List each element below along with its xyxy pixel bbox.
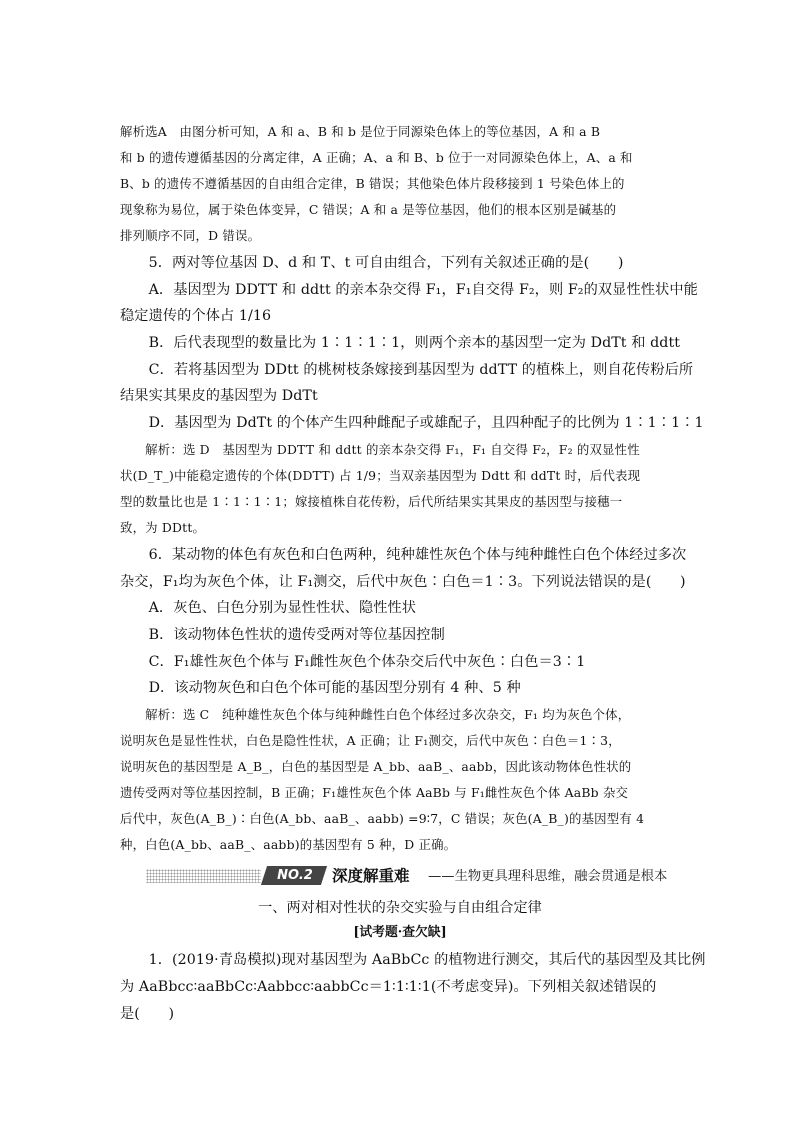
solution-line: 说明灰色的基因型是 A_B_，白色的基因型是 A_bb、aaB_、aabb，因此该动物体色性状的 bbox=[120, 759, 632, 774]
solution-line: 型的数量比也是 1∶1∶1∶1；嫁接植株自花传粉，后代所结果实其果皮的基因型与接穗一 bbox=[120, 494, 623, 509]
section-banner bbox=[146, 864, 686, 888]
option-b: B．该动物体色性状的遗传受两对等位基因控制 bbox=[120, 627, 445, 643]
text-line: B、b 的遗传不遵循基因的自由组合定律，B 错误；其他染色体片段移接到 1 号染色体上的 bbox=[120, 176, 625, 191]
option-c: C．若将基因型为 DDtt 的桃树枝条嫁接到基因型为 ddTT 的植株上，则自花传粉后所 bbox=[120, 362, 694, 378]
text-line: 排列顺序不同，D 错误。 bbox=[120, 228, 261, 243]
question-stem: 5．两对等位基因 D、d 和 T、t 可自由组合，下列有关叙述正确的是( ) bbox=[120, 255, 624, 271]
option-c: C．F₁雄性灰色个体与 F₁雌性灰色个体杂交后代中灰色∶白色＝3∶1 bbox=[120, 654, 586, 670]
option-a-cont: 稳定遗传的个体占 1/16 bbox=[120, 308, 272, 324]
question-stem-cont: 为 AaBbcc∶aaBbCc∶Aabbcc∶aabbCc＝1∶1∶1∶1(不考虑变异)。下列相关叙述错误的 bbox=[120, 979, 657, 995]
topic-tag: [试考题·查欠缺] bbox=[353, 925, 447, 940]
solution-line: 遗传受两对等位基因控制，B 正确；F₁雄性灰色个体 AaBb 与 F₁雌性灰色个体 AaBb 杂交 bbox=[120, 785, 629, 800]
section-subtitle: ——生物更具理科思维，融会贯通是根本 bbox=[428, 869, 668, 884]
question-stem: 6．某动物的体色有灰色和白色两种，纯种雄性灰色个体与纯种雌性白色个体经过多次 bbox=[120, 547, 687, 563]
dotted-pattern bbox=[146, 869, 261, 883]
text-line: 解析选A 由图分析可知，A 和 a、B 和 b 是位于同源染色体上的等位基因，A 和 a B bbox=[120, 124, 601, 139]
option-a: A．灰色、白色分别为显性性状、隐性性状 bbox=[120, 600, 417, 616]
solution-line: 后代中，灰色(A_B_)∶白色(A_bb、aaB_、aabb) =9∶7，C 错误；灰色(A_B_)的基因型有 4 bbox=[120, 811, 645, 826]
question-stem-end: 是( ) bbox=[120, 1006, 175, 1022]
option-d: D．基因型为 DdTt 的个体产生四种雌配子或雄配子，且四种配子的比例为 1∶1∶1∶1 bbox=[120, 415, 704, 431]
section-title: 深度解重难 bbox=[332, 867, 410, 885]
option-b: B．后代表现型的数量比为 1∶1∶1∶1，则两个亲本的基因型一定为 DdTt 和 ddtt bbox=[120, 335, 681, 351]
option-d: D．该动物灰色和白色个体可能的基因型分别有 4 种、5 种 bbox=[120, 680, 521, 696]
solution-line: 说明灰色是显性性状，白色是隐性性状，A 正确；让 F₁测交，后代中灰色∶白色＝1∶3， bbox=[120, 733, 621, 748]
solution-line: 解析：选 C 纯种雄性灰色个体与纯种雌性白色个体经过多次杂交，F₁ 均为灰色个体， bbox=[120, 707, 631, 722]
solution-line: 致，为 DDtt。 bbox=[120, 520, 206, 535]
question-stem: 1．(2019·青岛模拟)现对基因型为 AaBbCc 的植物进行测交，其后代的基因型及其比例 bbox=[120, 952, 706, 968]
option-a: A．基因型为 DDTT 和 ddtt 的亲本杂交得 F₁，F₁自交得 F₂，则 F₂的双显性性状中能 bbox=[120, 282, 698, 298]
solution-line: 种，白色(A_bb、aaB_、aabb)的基因型有 5 种，D 正确。 bbox=[120, 837, 457, 852]
question-stem-cont: 杂交，F₁均为灰色个体，让 F₁测交，后代中灰色∶白色＝1∶3。下列说法错误的是( ) bbox=[120, 574, 686, 590]
solution-line: 状(D_T_)中能稳定遗传的个体(DDTT) 占 1/9；当双亲基因型为 Ddtt 和 ddTt 时，后代表现 bbox=[120, 468, 641, 483]
text-line: 和 b 的遗传遵循基因的分离定律，A 正确；A、a 和 B、b 位于一对同源染色体上，A、a 和 bbox=[120, 150, 633, 165]
solution-line: 解析：选 D 基因型为 DDTT 和 ddtt 的亲本杂交得 F₁，F₁ 自交得 F₂，F₂ 的双显性性 bbox=[120, 442, 640, 457]
option-c-cont: 结果实其果皮的基因型为 DdTt bbox=[120, 388, 318, 404]
topic-heading: 一、两对相对性状的杂交实验与自由组合定律 bbox=[258, 900, 542, 916]
section-badge-label: NO.2 bbox=[277, 868, 313, 883]
text-line: 现象称为易位，属于染色体变异，C 错误；A 和 a 是等位基因，他们的根本区别是碱基的 bbox=[120, 202, 617, 217]
